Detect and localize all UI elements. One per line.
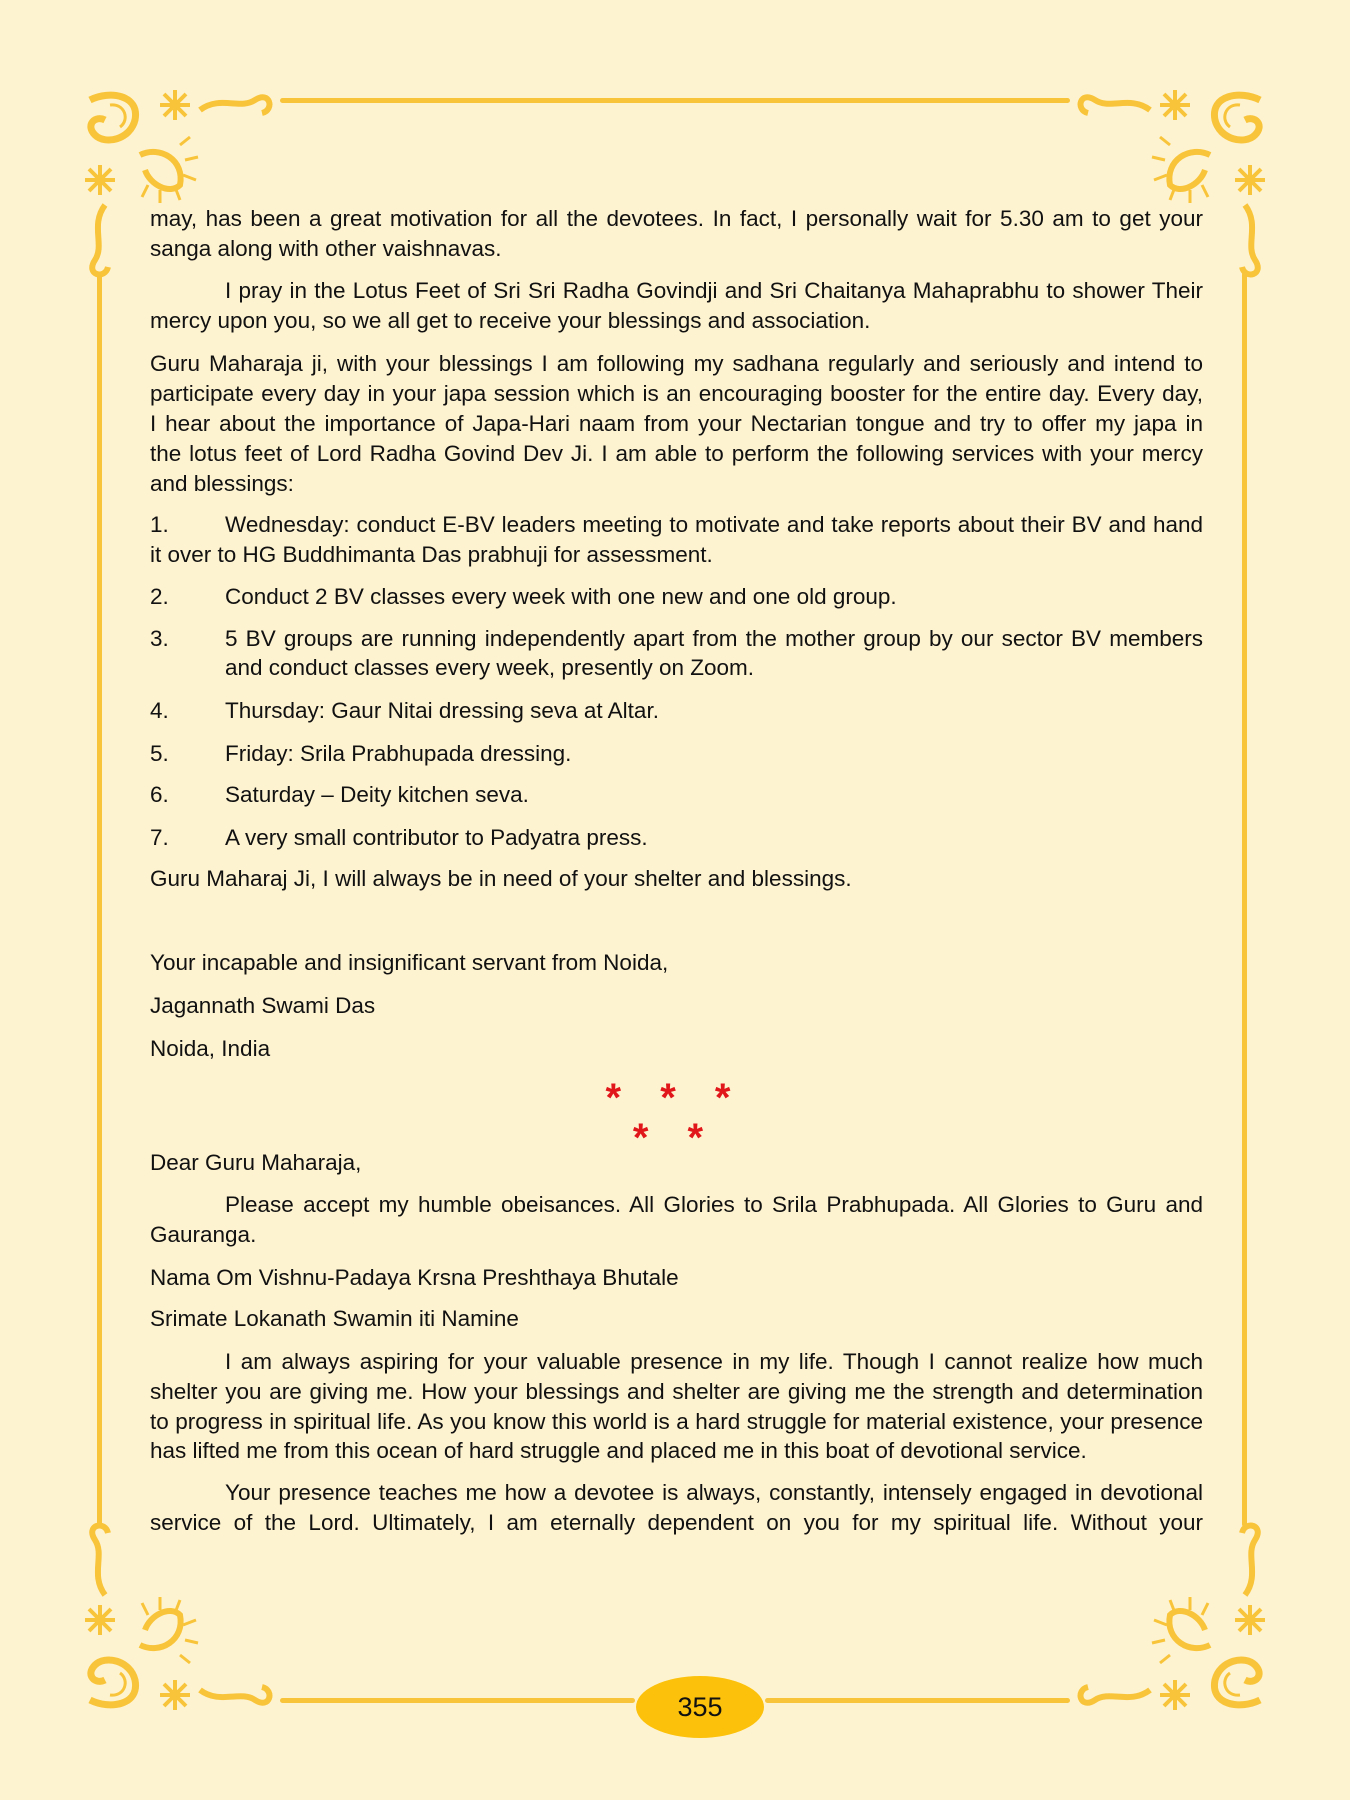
mantra-line: Nama Om Vishnu-Padaya Krsna Preshthaya Bhutale — [150, 1265, 679, 1290]
body-line: Guru Maharaja ji, with your blessings I am following my sadhana regularly and seriously and intend to — [150, 351, 1203, 376]
list-number: 6. — [150, 782, 169, 807]
body-line: to progress in spiritual life. As you know this world is a hard struggle for material existence, your presence — [150, 1409, 1203, 1434]
salutation: Dear Guru Maharaja, — [150, 1150, 362, 1175]
body-line: service of the Lord. Ultimately, I am eternally dependent on you for my spiritual life. Without your — [150, 1510, 1203, 1535]
closing-line: Guru Maharaj Ji, I will always be in need of your shelter and blessings. — [150, 866, 852, 891]
author-place: Noida, India — [150, 1036, 271, 1061]
body-line: shelter you are giving me. How your blessings and shelter are giving me the strength and determination — [150, 1379, 1203, 1404]
mantra-line: Srimate Lokanath Swamin iti Namine — [150, 1306, 519, 1331]
body-line: sanga along with other vaishnavas. — [150, 236, 502, 261]
body-line: Gauranga. — [150, 1222, 257, 1247]
list-number: 1. — [150, 512, 169, 537]
list-item-continuation: it over to HG Buddhimanta Das prabhuji for assessment. — [150, 542, 713, 567]
list-item: A very small contributor to Padyatra press. — [225, 825, 648, 850]
body-line: I am always aspiring for your valuable presence in my life. Though I cannot realize how much — [225, 1349, 1203, 1374]
border-bottom-rule-left — [280, 1698, 635, 1703]
body-line: mercy upon you, so we all get to receive your blessings and association. — [150, 308, 871, 333]
section-separator-stars: * * * * * — [605, 1076, 745, 1160]
list-item: Conduct 2 BV classes every week with one new and one old group. — [225, 584, 897, 609]
corner-ornament-bottom-right-icon — [1070, 1515, 1270, 1715]
list-item: Wednesday: conduct E-BV leaders meeting to motivate and take reports about their BV and hand — [225, 512, 1203, 537]
list-item: Saturday – Deity kitchen seva. — [225, 782, 529, 807]
body-line: I pray in the Lotus Feet of Sri Sri Radha Govindji and Sri Chaitanya Mahaprabhu to shower Their — [225, 278, 1203, 303]
signoff-line: Your incapable and insignificant servant from Noida, — [150, 950, 669, 975]
list-item: 5 BV groups are running independently apart from the mother group by our sector BV members — [225, 626, 1203, 651]
border-bottom-rule-right — [765, 1698, 1070, 1703]
body-line: I hear about the importance of Japa-Hari naam from your Nectarian tongue and try to offer my japa in — [150, 411, 1203, 436]
page-number: 355 — [636, 1676, 764, 1738]
list-number: 5. — [150, 741, 169, 766]
list-number: 3. — [150, 626, 169, 651]
corner-ornament-bottom-left-icon — [80, 1515, 280, 1715]
body-line: participate every day in your japa session which is an encouraging booster for the entire day. Every day, — [150, 381, 1203, 406]
body-line: and blessings: — [150, 471, 294, 496]
list-item-continuation: and conduct classes every week, presently on Zoom. — [225, 655, 755, 680]
border-top-rule — [280, 98, 1070, 103]
body-line: the lotus feet of Lord Radha Govind Dev Ji. I am able to perform the following services with your mercy — [150, 441, 1203, 466]
list-number: 4. — [150, 698, 169, 723]
author-name: Jagannath Swami Das — [150, 993, 376, 1018]
body-line: has lifted me from this ocean of hard struggle and placed me in this boat of devotional service. — [150, 1438, 1087, 1463]
list-item: Friday: Srila Prabhupada dressing. — [225, 741, 572, 766]
list-number: 7. — [150, 825, 169, 850]
border-right-rule — [1242, 272, 1247, 1527]
list-item: Thursday: Gaur Nitai dressing seva at Altar. — [225, 698, 659, 723]
list-number: 2. — [150, 584, 169, 609]
body-line: Your presence teaches me how a devotee is always, constantly, intensely engaged in devotional — [225, 1480, 1203, 1505]
body-line: Please accept my humble obeisances. All Glories to Srila Prabhupada. All Glories to Guru and — [225, 1192, 1203, 1217]
border-left-rule — [97, 272, 102, 1527]
body-line: may, has been a great motivation for all the devotees. In fact, I personally wait for 5.30 am to get your — [150, 206, 1203, 231]
